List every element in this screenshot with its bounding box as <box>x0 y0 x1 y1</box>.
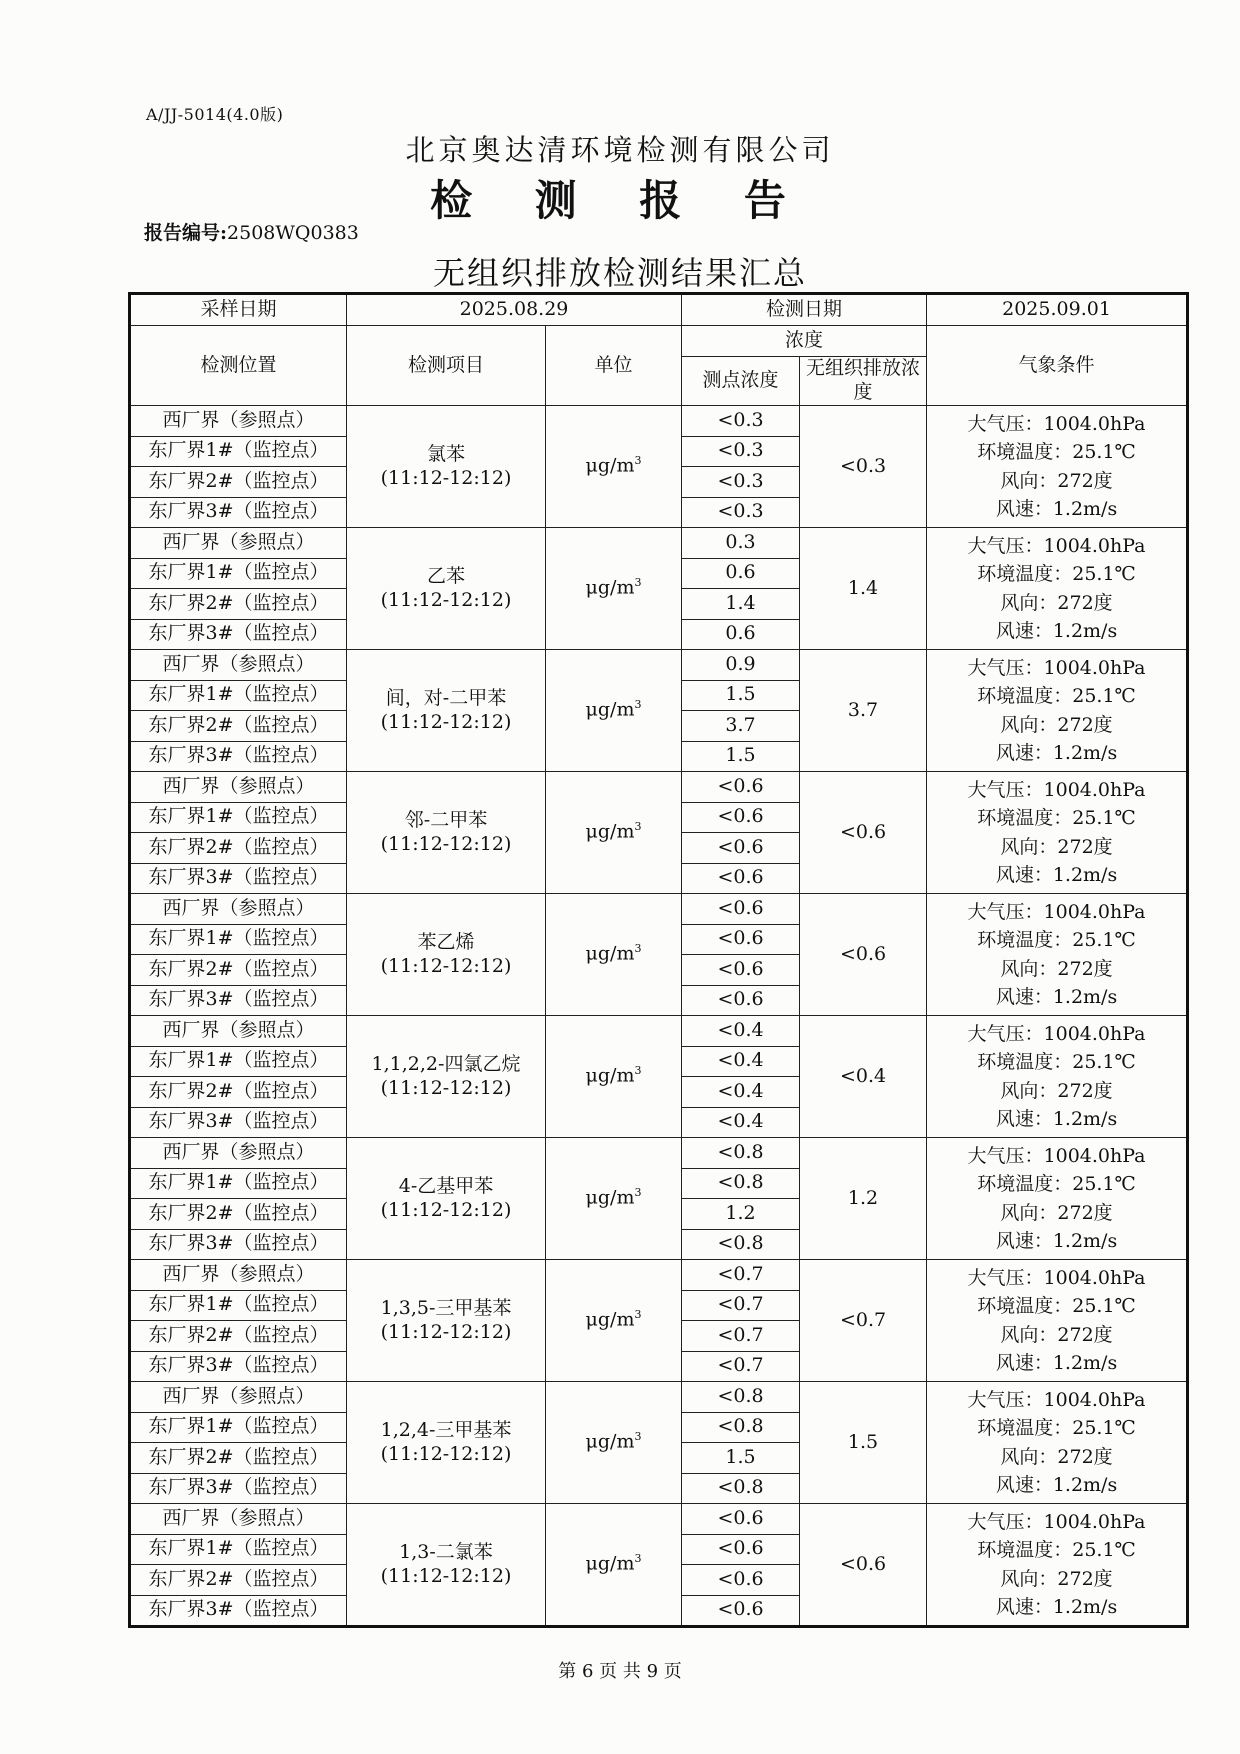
sampling-date: 2025.08.29 <box>347 294 682 326</box>
test-item-cell <box>347 1504 546 1627</box>
location-cell: 东厂界3#（监控点） <box>130 1107 347 1138</box>
point-conc-cell: <0.8 <box>682 1412 800 1443</box>
test-item-name: 1,2,4-三甲基苯 <box>380 1418 512 1441</box>
test-item-name: 氯苯 <box>426 442 465 465</box>
unit-cell <box>546 1138 682 1260</box>
location-cell: 东厂界2#（监控点） <box>130 833 347 864</box>
table-row <box>130 1382 1188 1413</box>
results-table <box>128 292 1189 1628</box>
fugitive-conc-cell: <0.6 <box>800 894 927 1016</box>
test-item-name: 1,3-二氯苯 <box>399 1540 493 1563</box>
weather-cell <box>927 1382 1188 1504</box>
test-item-time: (11:12-12:12) <box>380 1198 512 1221</box>
weather-line: 风向：272度 <box>1000 1079 1113 1102</box>
weather-line: 大气压：1004.0hPa <box>967 1144 1146 1167</box>
location-cell: 东厂界1#（监控点） <box>130 558 347 589</box>
point-conc-cell: <0.6 <box>682 894 800 925</box>
test-item-time: (11:12-12:12) <box>380 710 512 733</box>
location-cell: 东厂界2#（监控点） <box>130 711 347 742</box>
test-item-name: 乙苯 <box>426 564 465 587</box>
weather-line: 风速：1.2m/s <box>995 986 1118 1008</box>
unit-superscript: 3 <box>634 1552 642 1566</box>
weather-cell <box>927 1138 1188 1260</box>
weather-line: 大气压：1004.0hPa <box>967 1388 1146 1411</box>
unit-text: μg/m <box>585 1308 635 1331</box>
location-cell: 东厂界2#（监控点） <box>130 1443 347 1474</box>
col-location-header: 检测位置 <box>130 326 347 406</box>
point-conc-cell: <0.6 <box>682 1595 800 1627</box>
weather-line: 风速：1.2m/s <box>995 1108 1118 1130</box>
unit-superscript: 3 <box>634 942 642 956</box>
point-conc-cell: 1.5 <box>682 741 800 772</box>
weather-line: 风向：272度 <box>1000 1323 1113 1346</box>
location-cell: 东厂界3#（监控点） <box>130 1351 347 1382</box>
unit-superscript: 3 <box>634 576 642 590</box>
test-date-label: 检测日期 <box>682 294 927 326</box>
weather-cell <box>927 894 1188 1016</box>
unit-superscript: 3 <box>634 1308 642 1322</box>
point-conc-cell: 1.4 <box>682 589 800 620</box>
form-code: A/JJ-5014(4.0版) <box>146 105 284 124</box>
unit-superscript: 3 <box>634 1430 642 1444</box>
test-item-cell <box>347 406 546 528</box>
point-conc-cell: <0.8 <box>682 1473 800 1504</box>
weather-cell <box>927 1016 1188 1138</box>
test-item-time: (11:12-12:12) <box>380 1320 512 1343</box>
weather-line: 风速：1.2m/s <box>995 498 1118 520</box>
weather-line: 环境温度：25.1℃ <box>977 563 1136 585</box>
weather-line: 大气压：1004.0hPa <box>967 900 1146 923</box>
location-cell: 东厂界1#（监控点） <box>130 436 347 467</box>
weather-line: 风速：1.2m/s <box>995 1352 1118 1374</box>
test-item-cell <box>347 650 546 772</box>
location-cell: 东厂界1#（监控点） <box>130 1168 347 1199</box>
fugitive-conc-cell: <0.4 <box>800 1016 927 1138</box>
fugitive-conc-cell: <0.6 <box>800 772 927 894</box>
weather-line: 环境温度：25.1℃ <box>977 1295 1136 1317</box>
unit-text: μg/m <box>585 1552 635 1575</box>
point-conc-cell: <0.6 <box>682 985 800 1016</box>
point-conc-cell: <0.4 <box>682 1046 800 1077</box>
weather-line: 风向：272度 <box>1000 1201 1113 1224</box>
table-row <box>130 772 1188 803</box>
unit-cell <box>546 894 682 1016</box>
weather-cell <box>927 1504 1188 1627</box>
weather-cell <box>927 406 1188 528</box>
unit-cell <box>546 1504 682 1627</box>
location-cell: 东厂界3#（监控点） <box>130 497 347 528</box>
unit-superscript: 3 <box>634 820 642 834</box>
unit-superscript: 3 <box>634 698 642 712</box>
weather-line: 大气压：1004.0hPa <box>967 778 1146 801</box>
test-item-cell <box>347 1382 546 1504</box>
weather-line: 环境温度：25.1℃ <box>977 1173 1136 1195</box>
location-cell: 东厂界2#（监控点） <box>130 589 347 620</box>
location-cell: 西厂界（参照点） <box>130 528 347 559</box>
location-cell: 东厂界3#（监控点） <box>130 1229 347 1260</box>
location-cell: 东厂界3#（监控点） <box>130 863 347 894</box>
test-item-time: (11:12-12:12) <box>380 466 512 489</box>
test-date: 2025.09.01 <box>927 294 1188 326</box>
unit-text: μg/m <box>585 1186 635 1209</box>
unit-cell <box>546 406 682 528</box>
test-item-name: 邻-二甲苯 <box>404 808 488 831</box>
location-cell: 东厂界1#（监控点） <box>130 1290 347 1321</box>
unit-cell <box>546 1016 682 1138</box>
location-cell: 西厂界（参照点） <box>130 894 347 925</box>
weather-line: 大气压：1004.0hPa <box>967 534 1146 557</box>
test-item-time: (11:12-12:12) <box>380 588 512 611</box>
weather-line: 大气压：1004.0hPa <box>967 1510 1146 1533</box>
test-item-time: (11:12-12:12) <box>380 1564 512 1587</box>
location-cell: 西厂界（参照点） <box>130 1260 347 1291</box>
weather-line: 风速：1.2m/s <box>995 742 1118 764</box>
weather-line: 环境温度：25.1℃ <box>977 1539 1136 1561</box>
point-conc-cell: 3.7 <box>682 711 800 742</box>
test-item-time: (11:12-12:12) <box>380 1076 512 1099</box>
point-conc-cell: <0.3 <box>682 497 800 528</box>
point-conc-cell: <0.7 <box>682 1351 800 1382</box>
point-conc-cell: <0.4 <box>682 1107 800 1138</box>
col-point-conc-header: 测点浓度 <box>682 357 800 406</box>
table-row <box>130 894 1188 925</box>
point-conc-cell: <0.4 <box>682 1077 800 1108</box>
weather-line: 环境温度：25.1℃ <box>977 685 1136 707</box>
unit-text: μg/m <box>585 454 635 477</box>
location-cell: 东厂界3#（监控点） <box>130 1473 347 1504</box>
test-item-name: 间，对-二甲苯 <box>385 686 507 709</box>
point-conc-cell: <0.6 <box>682 863 800 894</box>
point-conc-cell: <0.6 <box>682 833 800 864</box>
location-cell: 东厂界1#（监控点） <box>130 1046 347 1077</box>
weather-line: 环境温度：25.1℃ <box>977 1051 1136 1073</box>
point-conc-cell: 1.5 <box>682 1443 800 1474</box>
point-conc-cell: <0.8 <box>682 1138 800 1169</box>
location-cell: 东厂界2#（监控点） <box>130 1565 347 1596</box>
weather-line: 风向：272度 <box>1000 835 1113 858</box>
weather-line: 风向：272度 <box>1000 1567 1113 1590</box>
test-item-time: (11:12-12:12) <box>380 954 512 977</box>
location-cell: 东厂界3#（监控点） <box>130 619 347 650</box>
report-number-value: 2508WQ0383 <box>227 222 359 244</box>
point-conc-cell: 0.9 <box>682 650 800 681</box>
point-conc-cell: <0.7 <box>682 1290 800 1321</box>
location-cell: 东厂界1#（监控点） <box>130 924 347 955</box>
unit-text: μg/m <box>585 942 635 965</box>
weather-line: 风速：1.2m/s <box>995 1474 1118 1496</box>
page-number: 第 6 页 共 9 页 <box>558 1661 682 1682</box>
weather-line: 风速：1.2m/s <box>995 1230 1118 1252</box>
unit-text: μg/m <box>585 820 635 843</box>
location-cell: 东厂界3#（监控点） <box>130 741 347 772</box>
unit-cell <box>546 772 682 894</box>
fugitive-conc-cell: 1.5 <box>800 1382 927 1504</box>
location-cell: 东厂界3#（监控点） <box>130 985 347 1016</box>
location-cell: 东厂界1#（监控点） <box>130 1412 347 1443</box>
fugitive-conc-cell: 1.2 <box>800 1138 927 1260</box>
weather-line: 环境温度：25.1℃ <box>977 1417 1136 1439</box>
col-conc-header: 浓度 <box>682 326 927 357</box>
location-cell: 西厂界（参照点） <box>130 772 347 803</box>
test-item-cell <box>347 894 546 1016</box>
point-conc-cell: <0.6 <box>682 772 800 803</box>
point-conc-cell: <0.7 <box>682 1321 800 1352</box>
weather-cell <box>927 528 1188 650</box>
point-conc-cell: <0.3 <box>682 406 800 437</box>
sampling-date-label: 采样日期 <box>130 294 347 326</box>
point-conc-cell: <0.6 <box>682 1534 800 1565</box>
fugitive-conc-cell: <0.7 <box>800 1260 927 1382</box>
location-cell: 东厂界2#（监控点） <box>130 467 347 498</box>
test-item-name: 1,1,2,2-四氯乙烷 <box>371 1052 521 1075</box>
unit-cell <box>546 1260 682 1382</box>
location-cell: 西厂界（参照点） <box>130 1138 347 1169</box>
point-conc-cell: <0.6 <box>682 1565 800 1596</box>
location-cell: 东厂界2#（监控点） <box>130 1199 347 1230</box>
weather-line: 大气压：1004.0hPa <box>967 1266 1146 1289</box>
company-name: 北京奥达清环境检测有限公司 <box>405 133 835 167</box>
unit-text: μg/m <box>585 576 635 599</box>
point-conc-cell: 0.6 <box>682 558 800 589</box>
table-row <box>130 1138 1188 1169</box>
table-row <box>130 1504 1188 1535</box>
point-conc-cell: <0.6 <box>682 924 800 955</box>
fugitive-conc-cell: 3.7 <box>800 650 927 772</box>
unit-cell <box>546 650 682 772</box>
col-weather-header: 气象条件 <box>927 326 1188 406</box>
location-cell: 东厂界2#（监控点） <box>130 1077 347 1108</box>
location-cell: 东厂界1#（监控点） <box>130 802 347 833</box>
point-conc-cell: 1.5 <box>682 680 800 711</box>
weather-line: 大气压：1004.0hPa <box>967 1022 1146 1045</box>
test-item-name: 苯乙烯 <box>417 930 475 953</box>
fugitive-conc-cell: <0.3 <box>800 406 927 528</box>
unit-text: μg/m <box>585 1430 635 1453</box>
weather-line: 风速：1.2m/s <box>995 1596 1118 1618</box>
weather-line: 风向：272度 <box>1000 469 1113 492</box>
fugitive-conc-cell: 1.4 <box>800 528 927 650</box>
weather-line: 环境温度：25.1℃ <box>977 807 1136 829</box>
unit-superscript: 3 <box>634 454 642 468</box>
location-cell: 西厂界（参照点） <box>130 1382 347 1413</box>
point-conc-cell: <0.4 <box>682 1016 800 1047</box>
test-item-cell <box>347 1138 546 1260</box>
unit-superscript: 3 <box>634 1064 642 1078</box>
point-conc-cell: <0.8 <box>682 1382 800 1413</box>
weather-cell <box>927 772 1188 894</box>
report-number-label: 报告编号: <box>144 222 228 244</box>
weather-line: 风向：272度 <box>1000 957 1113 980</box>
test-item-cell <box>347 1016 546 1138</box>
table-row <box>130 406 1188 437</box>
weather-line: 风向：272度 <box>1000 1445 1113 1468</box>
weather-line: 风速：1.2m/s <box>995 620 1118 642</box>
location-cell: 东厂界3#（监控点） <box>130 1595 347 1627</box>
test-item-name: 1,3,5-三甲基苯 <box>380 1296 512 1319</box>
weather-line: 风速：1.2m/s <box>995 864 1118 886</box>
weather-line: 环境温度：25.1℃ <box>977 441 1136 463</box>
location-cell: 东厂界2#（监控点） <box>130 1321 347 1352</box>
location-cell: 西厂界（参照点） <box>130 1504 347 1535</box>
summary-title: 无组织排放检测结果汇总 <box>432 254 807 292</box>
test-item-cell <box>347 1260 546 1382</box>
col-fugitive-conc-header: 无组织排放浓度 <box>800 357 927 406</box>
fugitive-conc-cell: <0.6 <box>800 1504 927 1627</box>
point-conc-cell: <0.3 <box>682 467 800 498</box>
location-cell: 西厂界（参照点） <box>130 1016 347 1047</box>
point-conc-cell: <0.8 <box>682 1168 800 1199</box>
weather-line: 大气压：1004.0hPa <box>967 412 1146 435</box>
table-row <box>130 1260 1188 1291</box>
test-item-cell <box>347 528 546 650</box>
location-cell: 西厂界（参照点） <box>130 650 347 681</box>
col-item-header: 检测项目 <box>347 326 546 406</box>
test-item-name: 4-乙基甲苯 <box>398 1174 494 1197</box>
unit-cell <box>546 528 682 650</box>
unit-cell <box>546 1382 682 1504</box>
point-conc-cell: <0.7 <box>682 1260 800 1291</box>
point-conc-cell: 0.6 <box>682 619 800 650</box>
point-conc-cell: <0.8 <box>682 1229 800 1260</box>
point-conc-cell: <0.3 <box>682 436 800 467</box>
table-row <box>130 650 1188 681</box>
location-cell: 东厂界1#（监控点） <box>130 1534 347 1565</box>
point-conc-cell: 0.3 <box>682 528 800 559</box>
weather-cell <box>927 1260 1188 1382</box>
test-item-cell <box>347 772 546 894</box>
weather-cell <box>927 650 1188 772</box>
weather-line: 风向：272度 <box>1000 713 1113 736</box>
point-conc-cell: 1.2 <box>682 1199 800 1230</box>
table-row <box>130 528 1188 559</box>
location-cell: 西厂界（参照点） <box>130 406 347 437</box>
col-unit-header: 单位 <box>546 326 682 406</box>
location-cell: 东厂界2#（监控点） <box>130 955 347 986</box>
report-number <box>144 218 359 245</box>
test-item-time: (11:12-12:12) <box>380 832 512 855</box>
location-cell: 东厂界1#（监控点） <box>130 680 347 711</box>
point-conc-cell: <0.6 <box>682 955 800 986</box>
report-title: 检 测 报 告 <box>430 176 810 225</box>
unit-superscript: 3 <box>634 1186 642 1200</box>
unit-text: μg/m <box>585 698 635 721</box>
test-item-time: (11:12-12:12) <box>380 1442 512 1465</box>
point-conc-cell: <0.6 <box>682 1504 800 1535</box>
weather-line: 大气压：1004.0hPa <box>967 656 1146 679</box>
point-conc-cell: <0.6 <box>682 802 800 833</box>
weather-line: 风向：272度 <box>1000 591 1113 614</box>
weather-line: 环境温度：25.1℃ <box>977 929 1136 951</box>
table-row <box>130 1016 1188 1047</box>
unit-text: μg/m <box>585 1064 635 1087</box>
